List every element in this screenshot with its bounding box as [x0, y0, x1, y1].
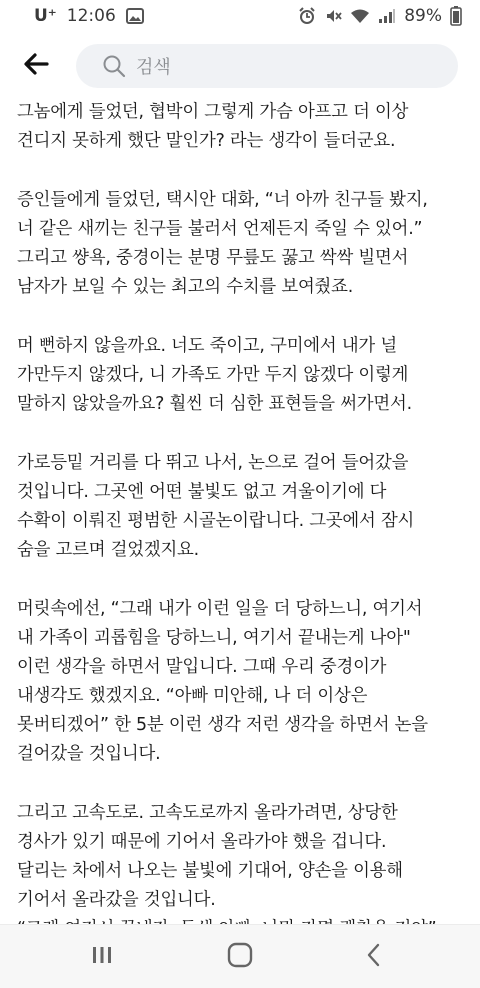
text-line: 못버티겠어” 한 5분 이런 생각 저런 생각을 하면서 논을: [17, 715, 428, 735]
text-line: 그놈에게 들었던, 협박이 그렇게 가슴 아프고 더 이상: [17, 102, 409, 122]
carrier-label: U⁺: [34, 6, 57, 26]
search-placeholder: 검색: [136, 57, 171, 78]
paragraph: [0, 449, 480, 565]
nav-back-button[interactable]: [354, 939, 394, 975]
text-line: 그리고 썅욕, 중경이는 분명 무릎도 꿇고 싹싹 빌면서: [17, 248, 409, 268]
back-button[interactable]: [20, 50, 52, 82]
recent-apps-button[interactable]: [82, 939, 122, 975]
arrow-left-icon: [23, 53, 49, 79]
text-line: 머 뻔하지 않을까요. 너도 죽이고, 구미에서 내가 널: [17, 336, 397, 356]
text-line: 달리는 차에서 나오는 불빛에 기대어, 양손을 이용해: [17, 861, 403, 881]
search-input[interactable]: [76, 44, 458, 88]
search-icon: [102, 54, 126, 78]
text-line: 걸어갔을 것입니다.: [17, 744, 161, 764]
image-icon: [126, 8, 144, 24]
text-line: 증인들에게 들었던, 택시안 대화, “너 아까 친구들 봤지,: [17, 190, 428, 210]
text-line: 남자가 보일 수 있는 최고의 수치를 보여줬죠.: [17, 277, 354, 297]
battery-icon: [450, 6, 462, 26]
text-line: 기어서 올라갔을 것입니다.: [17, 890, 216, 910]
clock: 12:06: [66, 6, 116, 26]
post-body: [0, 98, 480, 924]
alarm-icon: [298, 7, 316, 25]
text-line: 말하지 않았을까요? 훨씬 더 심한 표현들을 써가면서.: [17, 394, 412, 414]
recent-apps-icon: [91, 944, 113, 970]
paragraph: [0, 98, 480, 156]
text-line: 가로등밑 거리를 다 뛰고 나서, 논으로 걸어 들어갔을: [17, 453, 409, 473]
text-line: 것입니다. 그곳엔 어떤 불빛도 없고 겨울이기에 다: [17, 482, 387, 502]
wifi-icon: [350, 8, 370, 24]
text-line: 숨을 고르며 걸었겠지요.: [17, 540, 199, 560]
paragraph: [0, 595, 480, 769]
mute-icon: [324, 7, 342, 25]
text-line: 그리고 고속도로. 고속도로까지 올라가려면, 상당한: [17, 803, 398, 823]
text-line: 경사가 있기 때문에 기어서 올라가야 했을 겁니다.: [17, 832, 387, 852]
text-line: 내생각도 했겠지요. “아빠 미안해, 나 더 이상은: [17, 686, 368, 706]
text-line: 머릿속에선, “그래 내가 이런 일을 더 당하느니, 여기서: [17, 599, 423, 619]
text-line: 견디지 못하게 했단 말인가? 라는 생각이 들더군요.: [17, 131, 396, 151]
paragraph: [0, 332, 480, 419]
home-button[interactable]: [220, 939, 260, 975]
signal-icon: [378, 8, 396, 24]
battery-text: 89%: [404, 6, 442, 26]
home-icon: [227, 942, 253, 972]
text-line: 이런 생각을 하면서 말입니다. 그때 우리 중경이가: [17, 657, 387, 677]
text-line: 내 가족이 괴롭힘을 당하느니, 여기서 끝내는게 나아": [17, 628, 411, 648]
text-line: 가만두지 않겠다, 니 가족도 가만 두지 않겠다 이렇게: [17, 365, 409, 385]
text-line: 너 같은 새끼는 친구들 불러서 언제든지 죽일 수 있어.”: [17, 219, 423, 239]
status-bar: [0, 0, 480, 34]
top-bar: [0, 34, 480, 98]
nav-back-icon: [364, 943, 384, 971]
paragraph: [0, 186, 480, 302]
navigation-bar: [0, 924, 480, 988]
text-line: 수확이 이뤄진 평범한 시골논이랍니다. 그곳에서 잠시: [17, 511, 415, 531]
